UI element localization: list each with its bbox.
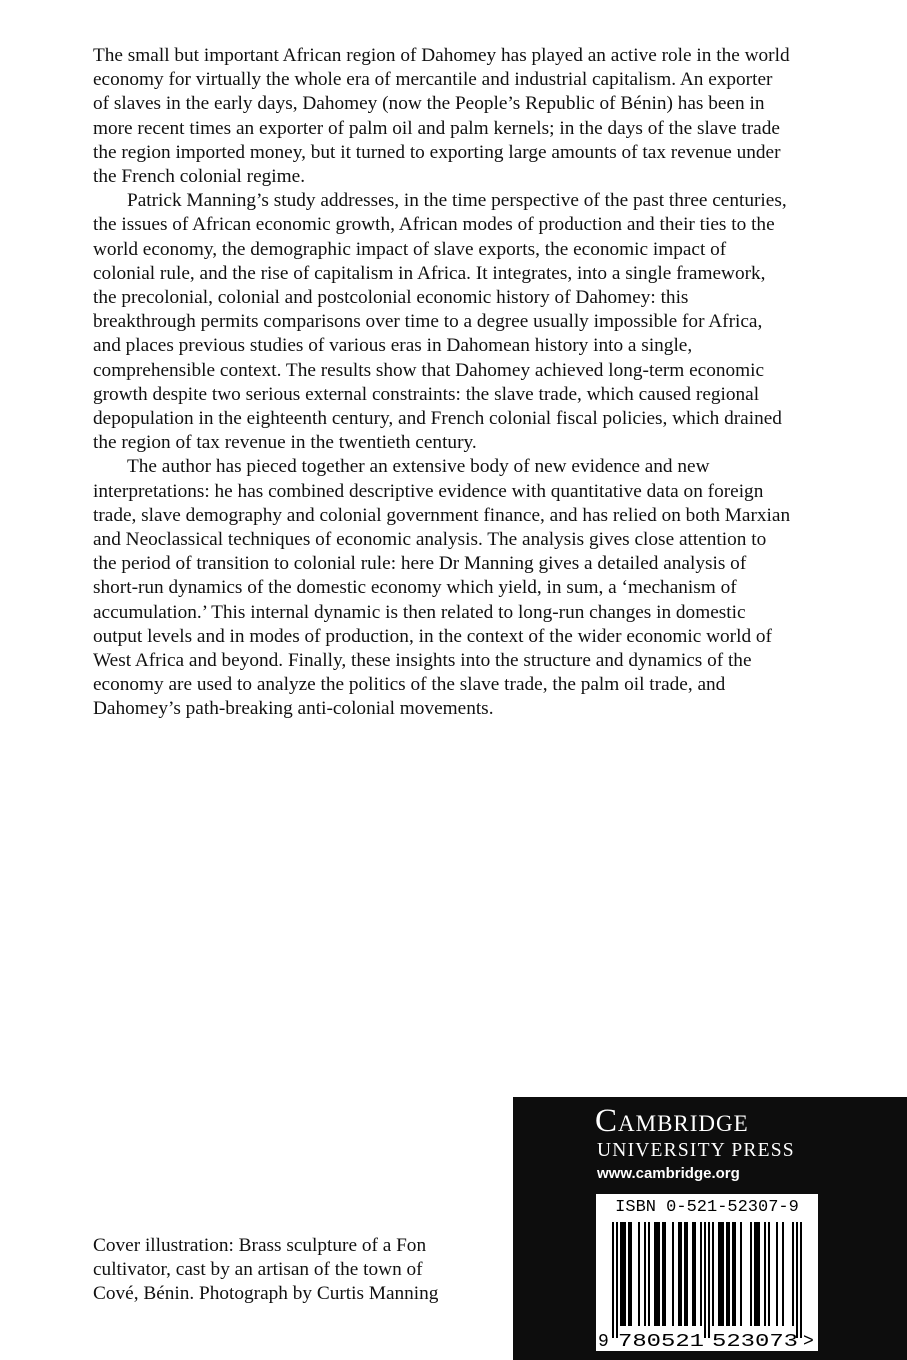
blurb-paragraph-3: The author has pieced together an extensive body of new evidence and new interpretations: he has combined descriptive evidence with quantitative data on foreign trade, slave demography and colonial government finance, and has relied on both Marxian and Neoclassical techniques of economic analysis. The analysis gives close attention to the period of transition to colonial rule: here Dr Manning gives a detailed analysis of short-run dynamics of the domestic economy which yield, in sum, a ‘mechanism of accumulation.’ This internal dynamic is then related to long-run changes in domestic output levels and in modes of production, in the context of the wider economic world of West Africa and beyond. Finally, these insights into the structure and dynamics of the economy are used to analyze the politics of the slave trade, the palm oil trade, and Dahomey’s path-breaking anti-colonial movements. xyxy=(93,456,791,720)
barcode-bar xyxy=(656,1222,658,1326)
barcode-bar xyxy=(726,1222,728,1326)
barcode-bar xyxy=(612,1222,614,1338)
barcode-bar xyxy=(718,1222,720,1326)
publisher-panel xyxy=(513,1097,907,1360)
barcode-bar xyxy=(756,1222,758,1326)
barcode-bar xyxy=(732,1222,734,1326)
barcode-bar xyxy=(638,1222,640,1326)
barcode-bar xyxy=(776,1222,778,1326)
caption-line-2: cultivator, cast by an artisan of the town of xyxy=(93,1259,423,1281)
barcode-bar xyxy=(800,1222,802,1338)
isbn-label: ISBN 0-521-52307-9 xyxy=(615,1198,799,1217)
back-cover-blurb xyxy=(93,44,793,722)
barcode-bar xyxy=(678,1222,680,1326)
publisher-name: Cambridge xyxy=(595,1103,749,1139)
barcode-right-digits: 523073 xyxy=(712,1332,798,1351)
publisher-subtitle: UNIVERSITY PRESS xyxy=(597,1140,795,1161)
barcode-bar xyxy=(792,1222,794,1326)
barcode-bar xyxy=(796,1222,798,1338)
barcode-bar xyxy=(658,1222,660,1326)
barcode-box xyxy=(596,1194,818,1351)
caption-line-3: Cové, Bénin. Photograph by Curtis Manning xyxy=(93,1283,439,1305)
barcode-bar xyxy=(758,1222,760,1326)
barcode-bar xyxy=(750,1222,752,1326)
barcode-bar xyxy=(712,1222,714,1326)
barcode-bar xyxy=(680,1222,682,1326)
barcode-bar xyxy=(620,1222,622,1326)
barcode-bar xyxy=(664,1222,666,1326)
barcode-bar xyxy=(734,1222,736,1326)
barcode-bar xyxy=(628,1222,630,1326)
barcode-bar xyxy=(692,1222,694,1326)
barcode-left-digits: 780521 xyxy=(618,1332,704,1351)
barcode-bar xyxy=(728,1222,730,1326)
barcode-bar xyxy=(616,1222,618,1338)
barcode-bar xyxy=(654,1222,656,1326)
cover-illustration-caption xyxy=(93,1234,493,1307)
publisher-website: www.cambridge.org xyxy=(597,1165,740,1182)
barcode-bar xyxy=(704,1222,706,1338)
barcode-bar xyxy=(722,1222,724,1326)
barcode-bar xyxy=(672,1222,674,1326)
caption-line-1: Cover illustration: Brass sculpture of a Fon xyxy=(93,1235,427,1256)
barcode-bar xyxy=(708,1222,710,1338)
barcode-icon xyxy=(596,1194,818,1351)
barcode-bar xyxy=(662,1222,664,1326)
barcode-bar xyxy=(782,1222,784,1326)
barcode-bar xyxy=(624,1222,626,1326)
barcode-bar xyxy=(740,1222,742,1326)
blurb-paragraph-1: The small but important African region of Dahomey has played an active role in the world economy for virtually the whole era of mercantile and industrial capitalism. An exporter of slaves in the early days, Dahomey (now the People’s Republic of Bénin) has been in more recent times an exporter of palm oil and palm kernels; in the days of the slave trade the region imported money, but it turned to exporting large amounts of tax revenue under the French colonial regime. xyxy=(93,45,790,188)
barcode-bar xyxy=(764,1222,766,1326)
barcode-bar xyxy=(644,1222,646,1326)
barcode-first-digit: 9 xyxy=(598,1332,609,1351)
barcode-bar xyxy=(754,1222,756,1326)
barcode-bar xyxy=(720,1222,722,1326)
barcode-bar xyxy=(630,1222,632,1326)
barcode-bar xyxy=(700,1222,702,1326)
barcode-bar xyxy=(686,1222,688,1326)
blurb-paragraph-2: Patrick Manning’s study addresses, in the time perspective of the past three centuries, the issues of African economic growth, African modes of production and their ties to the world economy, the demographic impact of slave exports, the economic impact of colonial rule, and the rise of capitalism in Africa. It integrates, into a single framework, the precolonial, colonial and postcolonial economic history of Dahomey: this breakthrough permits comparisons over time to a degree usually impossible for Africa, and places previous studies of various eras in Dahomean history into a single, comprehensible context. The results show that Dahomey achieved long-term economic growth despite two serious external constraints: the slave trade, which caused regional depopulation in the eighteenth century, and French colonial fiscal policies, which drained the region of tax revenue in the twentieth century. xyxy=(93,190,787,454)
barcode-bars xyxy=(612,1222,802,1338)
barcode-bar xyxy=(622,1222,624,1326)
barcode-bar xyxy=(694,1222,696,1326)
barcode-bar xyxy=(648,1222,650,1326)
barcode-bar xyxy=(684,1222,686,1326)
barcode-quiet-zone-mark: > xyxy=(803,1332,814,1351)
barcode-bar xyxy=(768,1222,770,1326)
